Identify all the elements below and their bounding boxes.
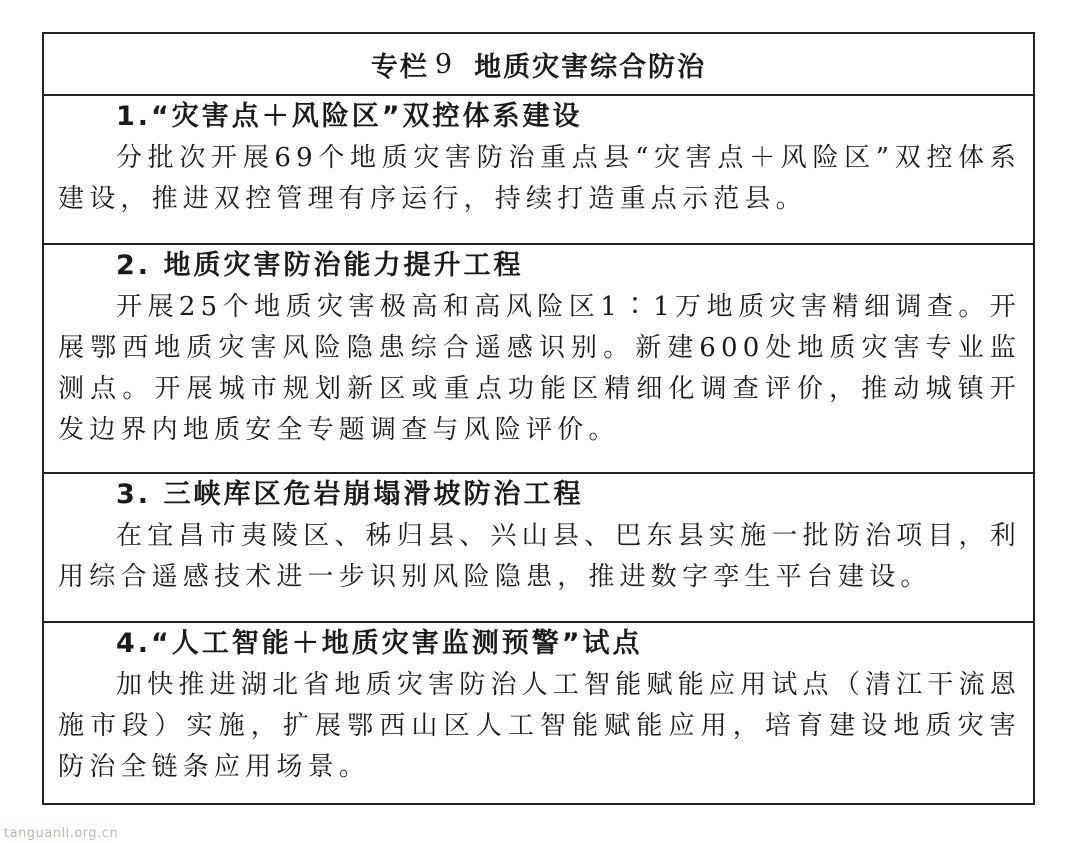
section-body: 在宜昌市夷陵区、秭归县、兴山县、巴东县实施一批防治项目，利用综合遥感技术进一步识别风险隐患，推进数字孪生平台建设。 — [58, 521, 1021, 592]
column-title — [44, 34, 1033, 96]
section-heading: 3. 三峡库区危岩崩塌滑坡防治工程 — [116, 479, 584, 510]
section-body: 分批次开展69个地质灾害防治重点县“灾害点＋风险区”双控体系建设，推进双控管理有序运行，持续打造重点示范县。 — [58, 143, 1021, 214]
section-heading: 4.“人工智能＋地质灾害监测预警”试点 — [116, 628, 643, 659]
column-title-number: 9 — [434, 48, 455, 80]
column-title-prefix: 专栏 — [370, 51, 429, 83]
column-box — [42, 32, 1035, 805]
section-1 — [44, 96, 1033, 245]
section-body: 加快推进湖北省地质灾害防治人工智能赋能应用试点（清江干流恩施市段）实施，扩展鄂西山区人工智能赋能应用，培育建设地质灾害防治全链条应用场景。 — [58, 670, 1021, 782]
section-2 — [44, 245, 1033, 474]
section-3 — [44, 474, 1033, 623]
section-heading: 1.“灾害点＋风险区”双控体系建设 — [116, 101, 583, 132]
watermark: tanguanli.org.cn — [4, 826, 119, 841]
column-title-text: 地质灾害综合防治 — [474, 51, 707, 83]
section-heading: 2. 地质灾害防治能力提升工程 — [116, 250, 524, 281]
section-body: 开展25个地质灾害极高和高风险区1∶1万地质灾害精细调查。开展鄂西地质灾害风险隐患综合遥感识别。新建600处地质灾害专业监测点。开展城市规划新区或重点功能区精细化调查评价，推动城镇开发边界内地质安全专题调查与风险评价。 — [58, 292, 1021, 445]
section-4 — [44, 623, 1033, 803]
